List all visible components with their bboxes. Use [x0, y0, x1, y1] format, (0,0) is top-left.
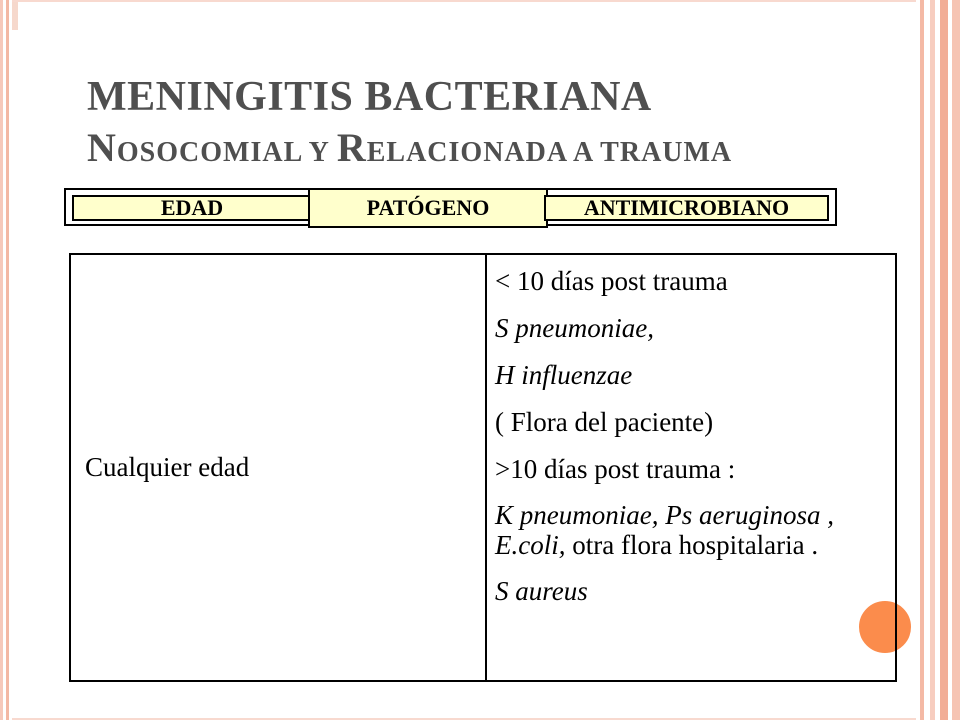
slide-title	[87, 76, 927, 168]
title-text-nosocomial: OSOCOMIAL Y	[116, 137, 337, 168]
slide-frame-corner	[12, 0, 18, 30]
pathogen-s-aureus: S aureus	[495, 576, 588, 606]
header-tab-antimicrobiano: ANTIMICROBIANO	[544, 195, 829, 221]
late-trauma-label: >10 días post trauma :	[495, 454, 736, 484]
column-header-bar	[64, 188, 837, 226]
early-trauma-label: < 10 días post trauma	[495, 266, 728, 296]
title-line-1: MENINGITIS BACTERIANA	[87, 74, 652, 120]
header-tab-patogeno: PATÓGENO	[308, 188, 548, 228]
pathogen-s-pneumoniae: S pneumoniae,	[495, 313, 654, 343]
late-pathogens-plain: otra flora hospitalaria .	[565, 530, 819, 560]
patient-flora-note: ( Flora del paciente)	[495, 407, 714, 437]
age-cell	[71, 255, 487, 680]
late-pathogens-italic: K pneumoniae, Ps aeruginosa , E.coli,	[495, 500, 834, 560]
title-cap-n: N	[87, 125, 117, 170]
pathogen-cell	[487, 255, 895, 680]
age-text: Cualquier edad	[85, 452, 250, 482]
late-pathogens	[495, 500, 887, 560]
slide-frame-left	[0, 0, 12, 720]
title-line-2	[87, 125, 927, 170]
header-tab-edad: EDAD	[72, 195, 312, 221]
slide-frame-top	[12, 0, 916, 2]
pathogen-table	[69, 253, 897, 682]
title-text-relacionada: ELACIONADA A TRAUMA	[366, 137, 733, 168]
pathogen-h-influenzae: H influenzae	[495, 360, 633, 390]
title-cap-r: R	[336, 125, 367, 170]
